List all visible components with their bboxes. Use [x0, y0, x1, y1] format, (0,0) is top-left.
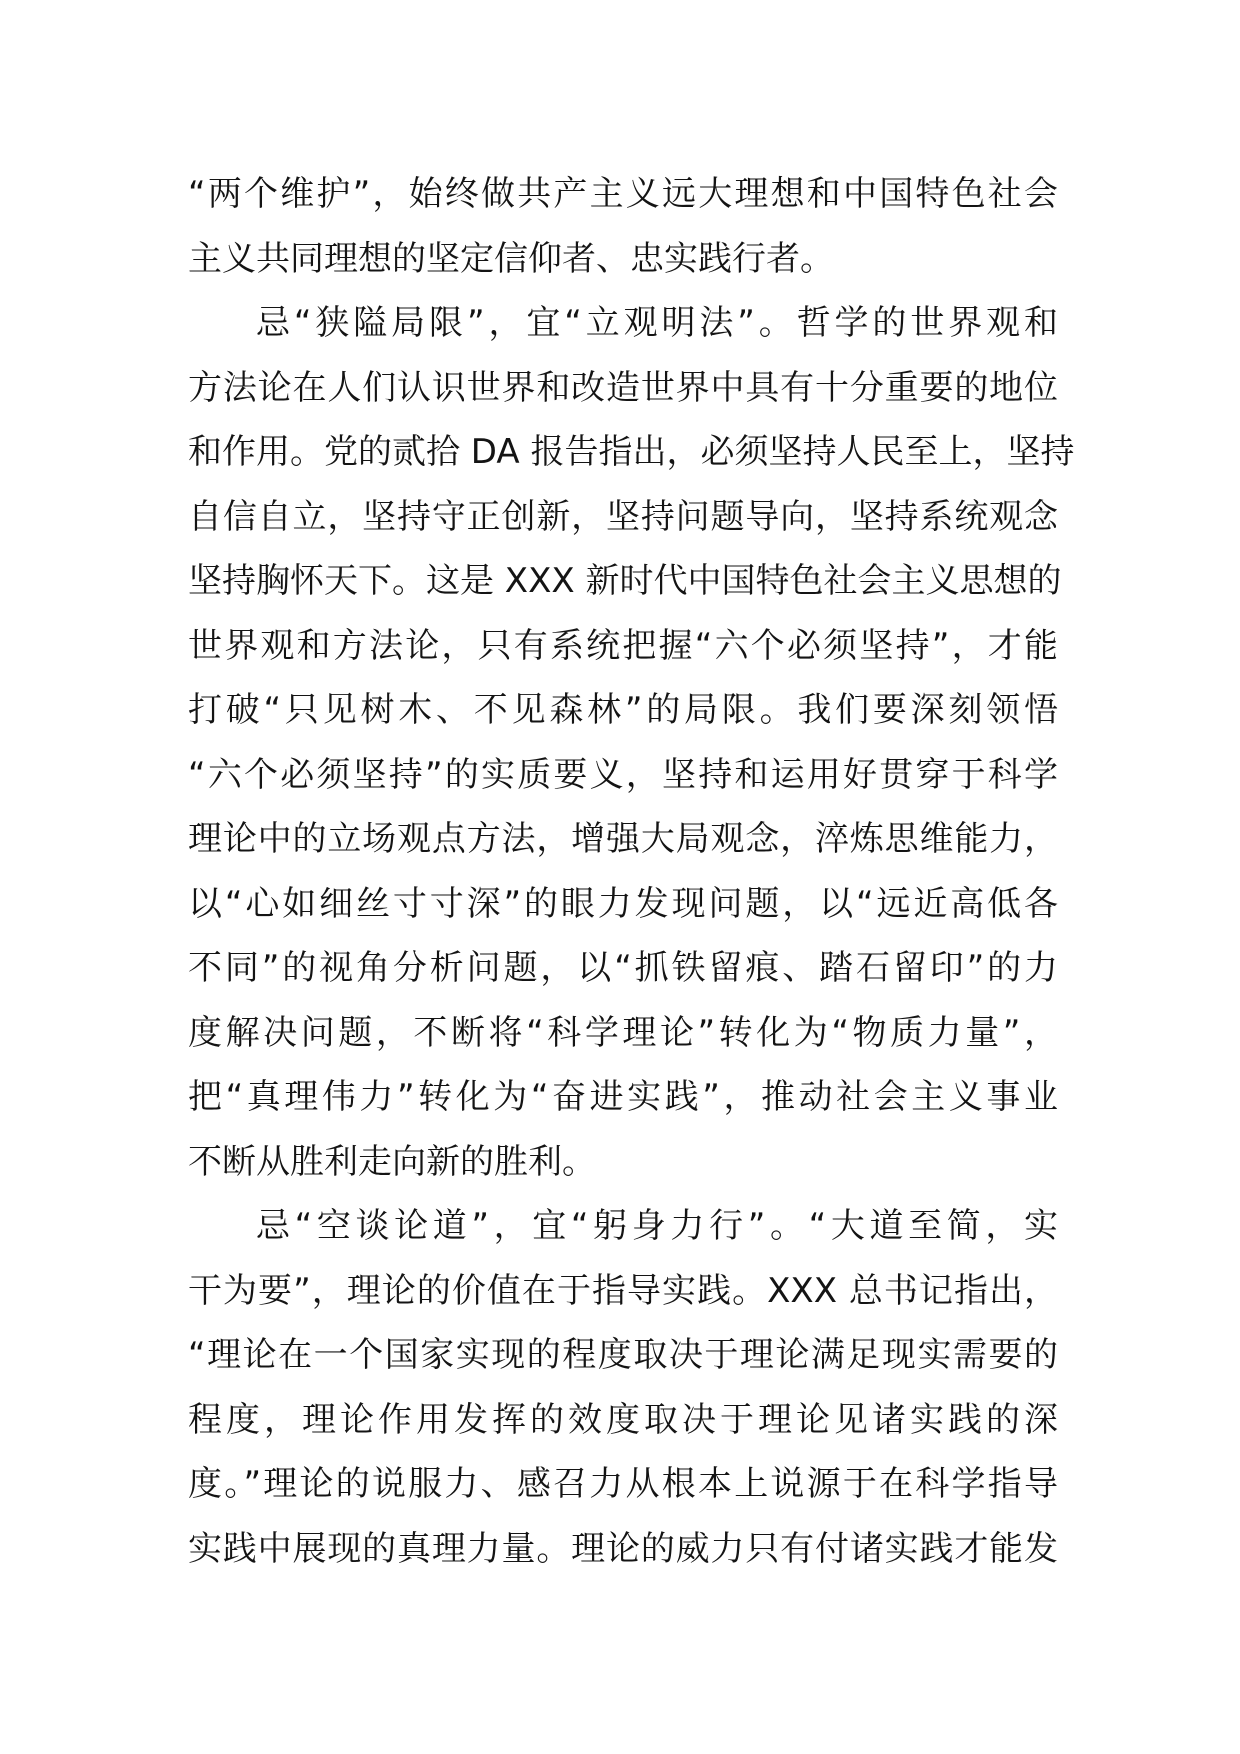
- text-line: 干为要”，理论的价值在于指导实践。XXX 总书记指出，: [188, 1270, 1058, 1311]
- text-line: 程度，理论作用发挥的效度取决于理论见诸实践的深: [188, 1399, 1058, 1440]
- text-line: “六个必须坚持”的实质要义，坚持和运用好贯穿于科学: [188, 754, 1058, 795]
- body-text: [188, 162, 1075, 1581]
- text-line: 世界观和方法论，只有系统把握“六个必须坚持”，才能: [188, 625, 1058, 666]
- text-line: 方法论在人们认识世界和改造世界中具有十分重要的地位: [188, 367, 1058, 408]
- text-line: 打破“只见树木、不见森林”的局限。我们要深刻领悟: [188, 690, 1058, 730]
- text-line: 自信自立，坚持守正创新，坚持问题导向，坚持系统观念: [188, 496, 1058, 537]
- text-line: 以“心如细丝寸寸深”的眼力发现问题，以“远近高低各: [188, 883, 1058, 924]
- text-line: 不同”的视角分析问题，以“抓铁留痕、踏石留印”的力: [188, 948, 1058, 988]
- text-line: 把“真理伟力”转化为“奋进实践”，推动社会主义事业: [188, 1077, 1058, 1117]
- paragraph-first-line: 忌“狭隘局限”，宜“立观明法”。哲学的世界观和: [256, 303, 1058, 343]
- text-line: 和作用。党的贰拾 DA 报告指出，必须坚持人民至上，坚持: [188, 432, 1075, 472]
- text-line: 不断从胜利走向新的胜利。: [188, 1141, 596, 1182]
- text-line: 实践中展现的真理力量。理论的威力只有付诸实践才能发: [188, 1528, 1058, 1569]
- text-line: 度。”理论的说服力、感召力从根本上说源于在科学指导: [188, 1464, 1058, 1504]
- text-line: 坚持胸怀天下。这是 XXX 新时代中国特色社会主义思想的: [188, 561, 1062, 601]
- text-line: 度解决问题，不断将“科学理论”转化为“物质力量”，: [188, 1012, 1058, 1053]
- text-line: “理论在一个国家实现的程度取决于理论满足现实需要的: [188, 1335, 1058, 1375]
- text-line: “两个维护”，始终做共产主义远大理想和中国特色社会: [188, 174, 1058, 214]
- text-line: 主义共同理想的坚定信仰者、忠实践行者。: [188, 238, 834, 279]
- text-line: 理论中的立场观点方法，增强大局观念，淬炼思维能力，: [188, 819, 1058, 859]
- paragraph-first-line: 忌“空谈论道”，宜“躬身力行”。“大道至简，实: [256, 1206, 1058, 1246]
